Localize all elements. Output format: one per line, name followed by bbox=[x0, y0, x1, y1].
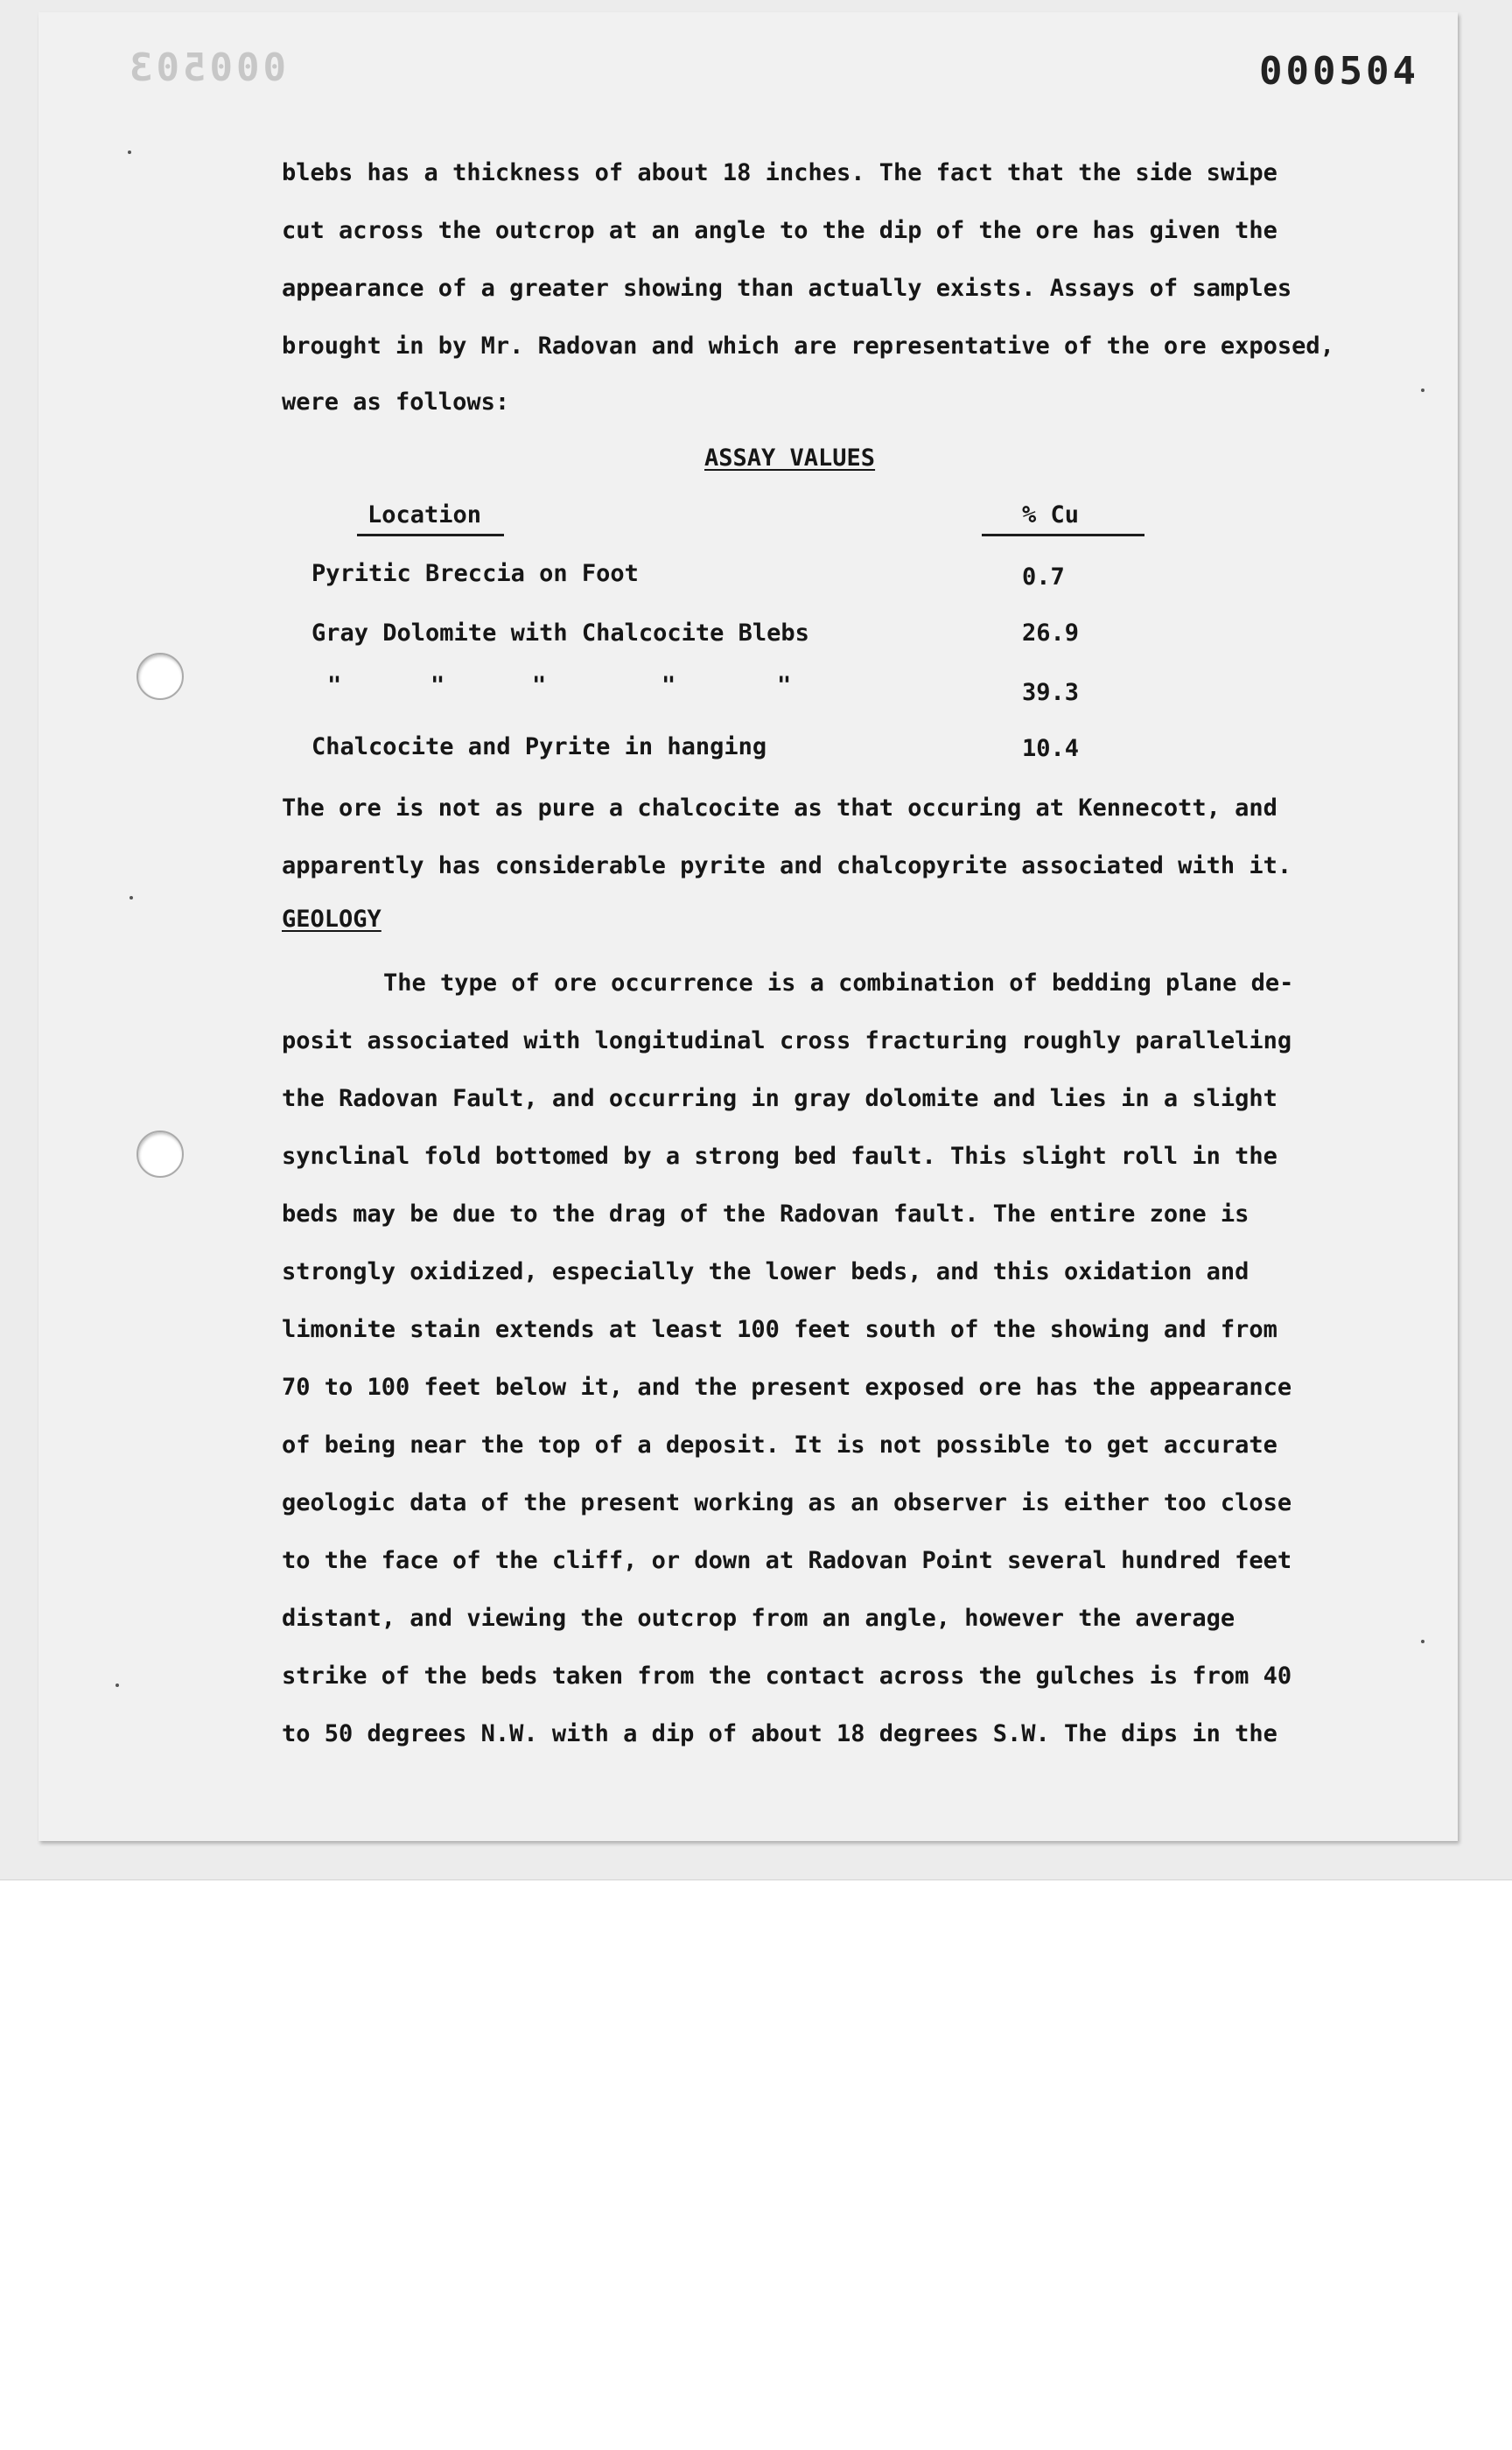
scan-speck bbox=[116, 1684, 119, 1687]
table-row-cu: 39.3 bbox=[1022, 679, 1080, 706]
text-line: The type of ore occurrence is a combination of bedding plane de- bbox=[383, 970, 1294, 997]
cu-column-header: % Cu bbox=[1022, 501, 1080, 528]
table-row-location: Chalcocite and Pyrite in hanging bbox=[312, 733, 767, 760]
text-line: limonite stain extends at least 100 feet south of the showing and from bbox=[282, 1316, 1278, 1343]
text-line: to the face of the cliff, or down at Radovan Point several hundred feet bbox=[282, 1547, 1292, 1574]
text-line: geologic data of the present working as an observer is either too close bbox=[282, 1489, 1292, 1516]
cu-header-underline bbox=[982, 534, 1144, 536]
bleed-through-page-number: 000503 bbox=[126, 46, 286, 90]
page-number: 000504 bbox=[1259, 49, 1419, 94]
table-row-cu: 10.4 bbox=[1022, 735, 1080, 762]
text-line: appearance of a greater showing than actually exists. Assays of samples bbox=[282, 275, 1292, 302]
text-line: strongly oxidized, especially the lower beds, and this oxidation and bbox=[282, 1258, 1250, 1285]
ditto-mark: " bbox=[327, 672, 342, 699]
text-line: apparently has considerable pyrite and chalcopyrite associated with it. bbox=[282, 852, 1292, 879]
ditto-mark: " bbox=[662, 672, 676, 699]
table-row-location: Gray Dolomite with Chalcocite Blebs bbox=[312, 620, 809, 647]
location-header-underline bbox=[357, 534, 504, 536]
text-line: brought in by Mr. Radovan and which are representative of the ore exposed, bbox=[282, 332, 1334, 360]
text-line: of being near the top of a deposit. It is not possible to get accurate bbox=[282, 1432, 1278, 1459]
scan-speck bbox=[1421, 1640, 1424, 1643]
ditto-mark: " bbox=[532, 672, 547, 699]
assay-table-title: ASSAY VALUES bbox=[704, 444, 876, 472]
location-column-header: Location bbox=[368, 501, 482, 528]
text-line: to 50 degrees N.W. with a dip of about 18 degrees S.W. The dips in the bbox=[282, 1720, 1278, 1747]
text-line: blebs has a thickness of about 18 inches. The fact that the side swipe bbox=[282, 159, 1278, 186]
scan-speck bbox=[1421, 388, 1424, 392]
text-line: strike of the beds taken from the contact across the gulches is from 40 bbox=[282, 1662, 1292, 1690]
ditto-mark: " bbox=[777, 672, 792, 699]
text-line: distant, and viewing the outcrop from an angle, however the average bbox=[282, 1605, 1236, 1632]
geology-heading: GEOLOGY bbox=[282, 906, 382, 933]
text-line: beds may be due to the drag of the Radovan fault. The entire zone is bbox=[282, 1200, 1250, 1228]
text-line: The ore is not as pure a chalcocite as that occuring at Kennecott, and bbox=[282, 794, 1278, 822]
scan-speck bbox=[128, 150, 131, 154]
text-line: the Radovan Fault, and occurring in gray dolomite and lies in a slight bbox=[282, 1085, 1278, 1112]
ditto-row bbox=[312, 672, 802, 702]
table-row-cu: 26.9 bbox=[1022, 620, 1080, 647]
ditto-mark: " bbox=[430, 672, 445, 699]
text-line: posit associated with longitudinal cross fracturing roughly paralleling bbox=[282, 1027, 1292, 1054]
text-line: 70 to 100 feet below it, and the present exposed ore has the appearance bbox=[282, 1374, 1292, 1401]
punch-hole-icon bbox=[136, 653, 184, 700]
text-line: cut across the outcrop at an angle to the dip of the ore has given the bbox=[282, 217, 1278, 244]
table-row-location: Pyritic Breccia on Foot bbox=[312, 560, 639, 587]
punch-hole-icon bbox=[136, 1130, 184, 1178]
scan-speck bbox=[130, 896, 133, 900]
text-line: were as follows: bbox=[282, 388, 510, 416]
table-row-cu: 0.7 bbox=[1022, 564, 1065, 591]
text-line: synclinal fold bottomed by a strong bed fault. This slight roll in the bbox=[282, 1143, 1278, 1170]
